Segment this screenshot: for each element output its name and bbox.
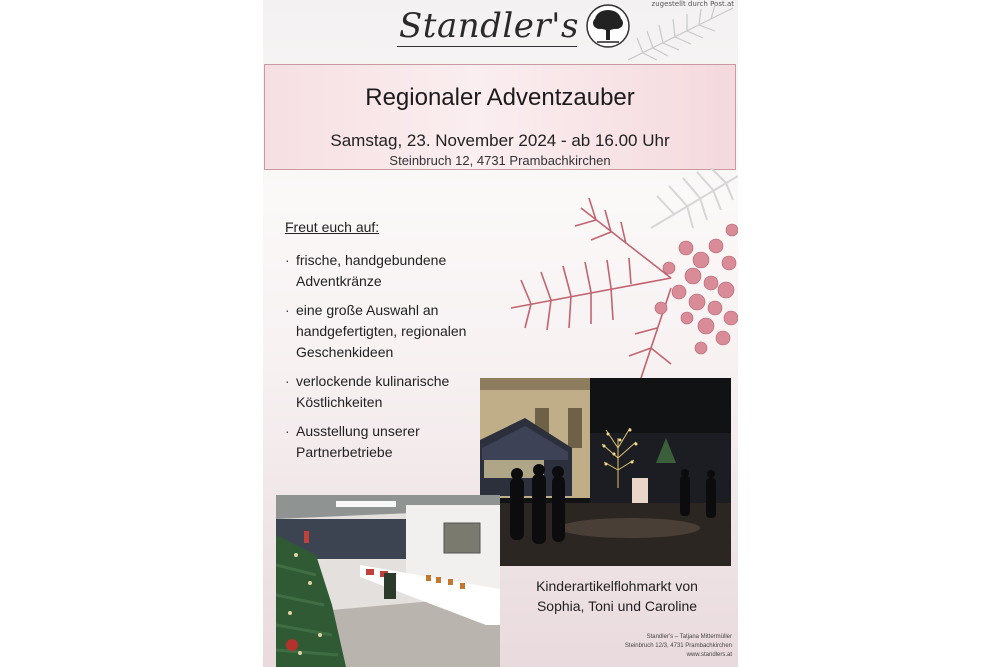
logo-underline — [397, 46, 577, 47]
tree-logo-icon — [585, 2, 631, 50]
tent-interior-photo — [276, 495, 500, 667]
list-item-line: frische, handgebundene — [296, 252, 447, 268]
list-item — [285, 300, 515, 363]
imprint — [625, 633, 732, 660]
post-note: zugestellt durch Post.at — [651, 0, 734, 8]
list-item-line: verlockende kulinarische — [296, 373, 450, 389]
imprint-line: Steinbruch 12/3, 4731 Prambachkirchen — [624, 643, 732, 649]
list-item-line: Ausstellung unserer — [296, 423, 420, 439]
fern-decoration-icon — [623, 0, 738, 64]
night-market-photo — [480, 378, 731, 566]
imprint-line: Standler's – Tatjana Mittermüller — [646, 634, 732, 640]
event-title: Regionaler Adventzauber — [365, 84, 635, 111]
highlights-intro: Freut euch auf: — [285, 219, 380, 235]
flohmarkt-line: Sophia, Toni und Caroline — [536, 598, 698, 614]
imprint-line: www.standlers.at — [686, 652, 732, 658]
berry-branch-icon — [501, 168, 738, 383]
list-item-line: Köstlichkeiten — [296, 394, 383, 410]
list-item-line: handgefertigten, regionalen — [296, 323, 467, 339]
event-address: Steinbruch 12, 4731 Prambachkirchen — [389, 153, 611, 168]
list-item — [285, 250, 515, 292]
event-date: Samstag, 23. November 2024 - ab 16.00 Uhr — [330, 131, 670, 150]
flyer — [263, 0, 738, 667]
flohmarkt-notice — [501, 576, 733, 616]
list-item-line: Geschenkideen — [296, 344, 394, 360]
flohmarkt-line: Kinderartikelflohmarkt von — [536, 578, 698, 594]
brand-logo-text: Standler's — [399, 6, 579, 46]
list-item-line: Adventkränze — [296, 273, 382, 289]
event-banner — [264, 64, 736, 170]
list-item-line: Partnerbetriebe — [296, 444, 393, 460]
list-item-line: eine große Auswahl an — [296, 302, 439, 318]
